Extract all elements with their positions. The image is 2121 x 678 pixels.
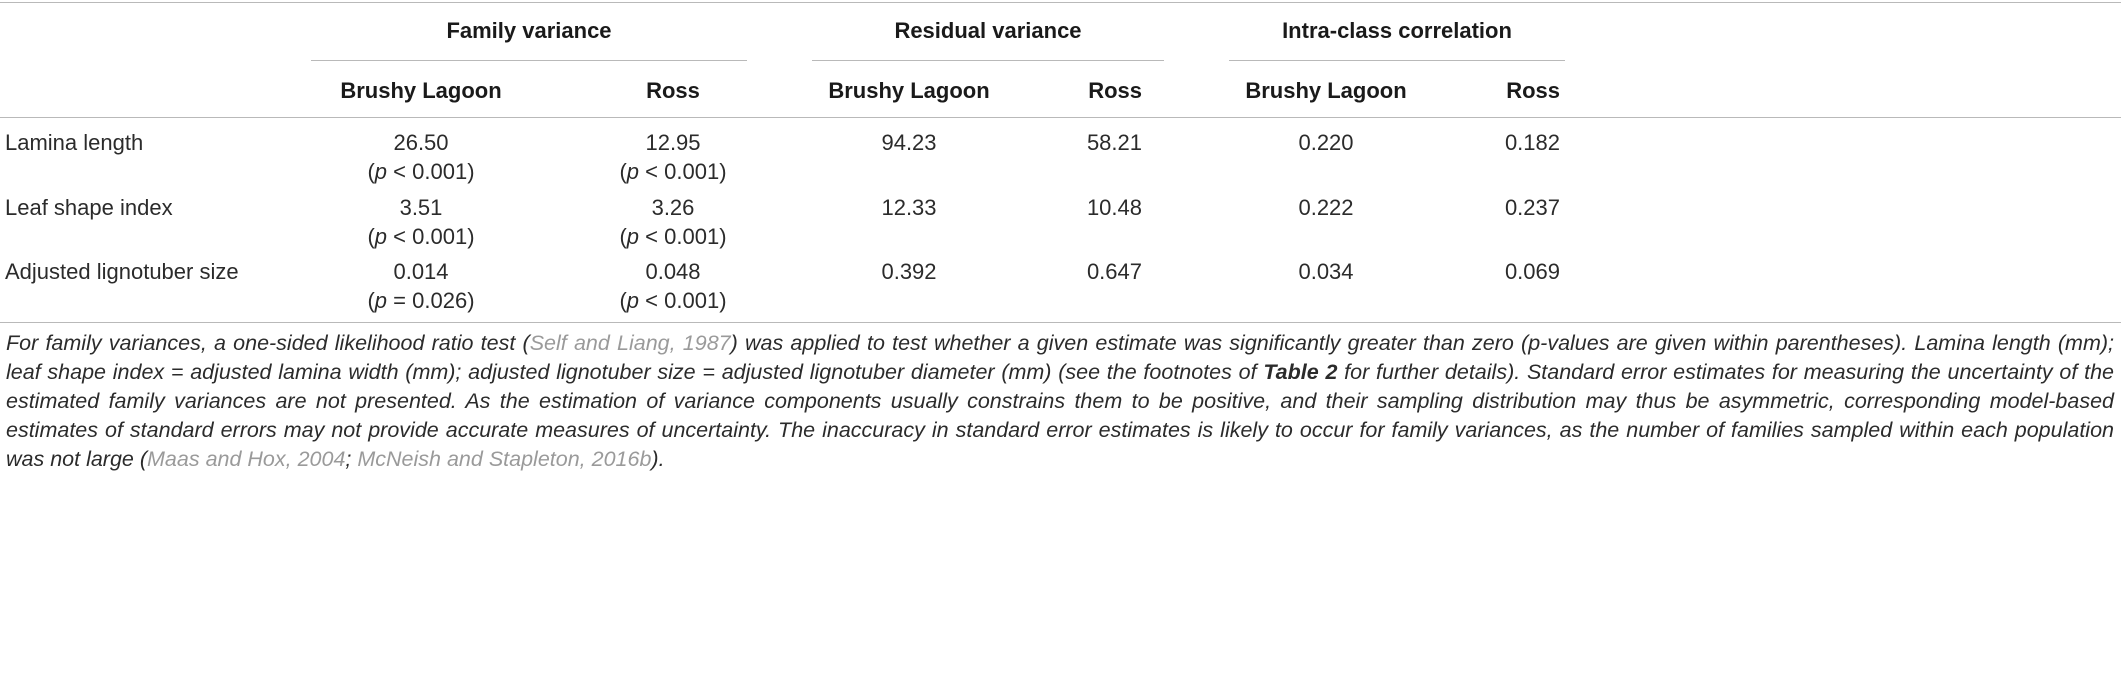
lamina-family-brushy-value: 26.50 <box>393 130 449 155</box>
footnote-separator: ; <box>345 447 358 471</box>
row-label-leaf-shape-index: Leaf shape index <box>5 195 173 220</box>
subheader-residual-brushy-lagoon: Brushy Lagoon <box>828 78 990 103</box>
header-bottom-rule <box>0 117 2121 118</box>
leaf-family-brushy-pvalue: (p < 0.001) <box>367 224 475 249</box>
table-bottom-rule <box>0 322 2121 323</box>
lamina-icc-ross-value: 0.182 <box>1504 130 1560 155</box>
leaf-icc-brushy-value: 0.222 <box>1298 195 1354 220</box>
citation-self-liang-1987[interactable]: Self and Liang, 1987 <box>529 331 731 355</box>
lamina-residual-brushy-value: 94.23 <box>881 130 937 155</box>
family-group-underline <box>311 60 747 61</box>
footnote-text-2: ) was applied to test whether a given estimate was significantly greater than zero (p-values are given within parentheses). Lamina length (mm); leaf shape index = adjusted lamina width (mm); adjusted lignotuber size = adjusted lignotuber diameter (mm) (see the footnotes of <box>6 331 2114 384</box>
row-label-lamina-length: Lamina length <box>5 130 144 155</box>
footnote-text-4: ). <box>651 447 665 471</box>
group-header-residual-variance: Residual variance <box>894 18 1082 43</box>
citation-maas-hox-2004[interactable]: Maas and Hox, 2004 <box>147 447 346 471</box>
lignotuber-residual-brushy-value: 0.392 <box>881 259 937 284</box>
group-header-family-variance: Family variance <box>446 18 612 43</box>
lamina-icc-brushy-value: 0.220 <box>1298 130 1354 155</box>
subheader-icc-ross: Ross <box>1506 78 1560 103</box>
lamina-family-ross-value: 12.95 <box>645 130 701 155</box>
lignotuber-family-brushy-value: 0.014 <box>393 259 449 284</box>
row-label-adjusted-lignotuber-size: Adjusted lignotuber size <box>5 259 239 284</box>
table-footnote <box>6 329 2114 474</box>
leaf-residual-ross-value: 10.48 <box>1086 195 1142 220</box>
lamina-family-brushy-pvalue: (p < 0.001) <box>367 159 475 184</box>
residual-group-underline <box>812 60 1164 61</box>
footnote-text-3: for further details). Standard error estimates for measuring the uncertainty of the estimated family variances are not presented. As the estimation of variance components usually constrains them to be positive, and their sampling distribution may thus be asymmetric, corresponding model-based estimates of standard errors may not provide accurate measures of uncertainty. The inaccuracy in standard error estimates is likely to occur for family variances, as the number of families sampled within each population was not large ( <box>6 360 2114 471</box>
footnote-text-1: For family variances, a one-sided likelihood ratio test ( <box>6 331 530 355</box>
leaf-family-ross-pvalue: (p < 0.001) <box>619 224 727 249</box>
leaf-family-ross-value: 3.26 <box>651 195 695 220</box>
lignotuber-family-ross-pvalue: (p < 0.001) <box>619 288 727 313</box>
lignotuber-icc-brushy-value: 0.034 <box>1298 259 1354 284</box>
lignotuber-residual-ross-value: 0.647 <box>1086 259 1142 284</box>
group-header-intra-class-correlation: Intra-class correlation <box>1282 18 1512 43</box>
lignotuber-family-brushy-pvalue: (p = 0.026) <box>367 288 475 313</box>
leaf-residual-brushy-value: 12.33 <box>881 195 937 220</box>
table-2-reference[interactable]: Table 2 <box>1263 360 1338 384</box>
subheader-family-ross: Ross <box>646 78 700 103</box>
top-rule <box>0 2 2121 3</box>
lamina-residual-ross-value: 58.21 <box>1086 130 1142 155</box>
lignotuber-icc-ross-value: 0.069 <box>1504 259 1560 284</box>
leaf-family-brushy-value: 3.51 <box>399 195 443 220</box>
leaf-icc-ross-value: 0.237 <box>1504 195 1560 220</box>
subheader-residual-ross: Ross <box>1088 78 1142 103</box>
citation-mcneish-stapleton-2016b[interactable]: McNeish and Stapleton, 2016b <box>357 447 652 471</box>
lamina-family-ross-pvalue: (p < 0.001) <box>619 159 727 184</box>
lignotuber-family-ross-value: 0.048 <box>645 259 701 284</box>
icc-group-underline <box>1229 60 1565 61</box>
subheader-icc-brushy-lagoon: Brushy Lagoon <box>1245 78 1407 103</box>
subheader-family-brushy-lagoon: Brushy Lagoon <box>340 78 502 103</box>
